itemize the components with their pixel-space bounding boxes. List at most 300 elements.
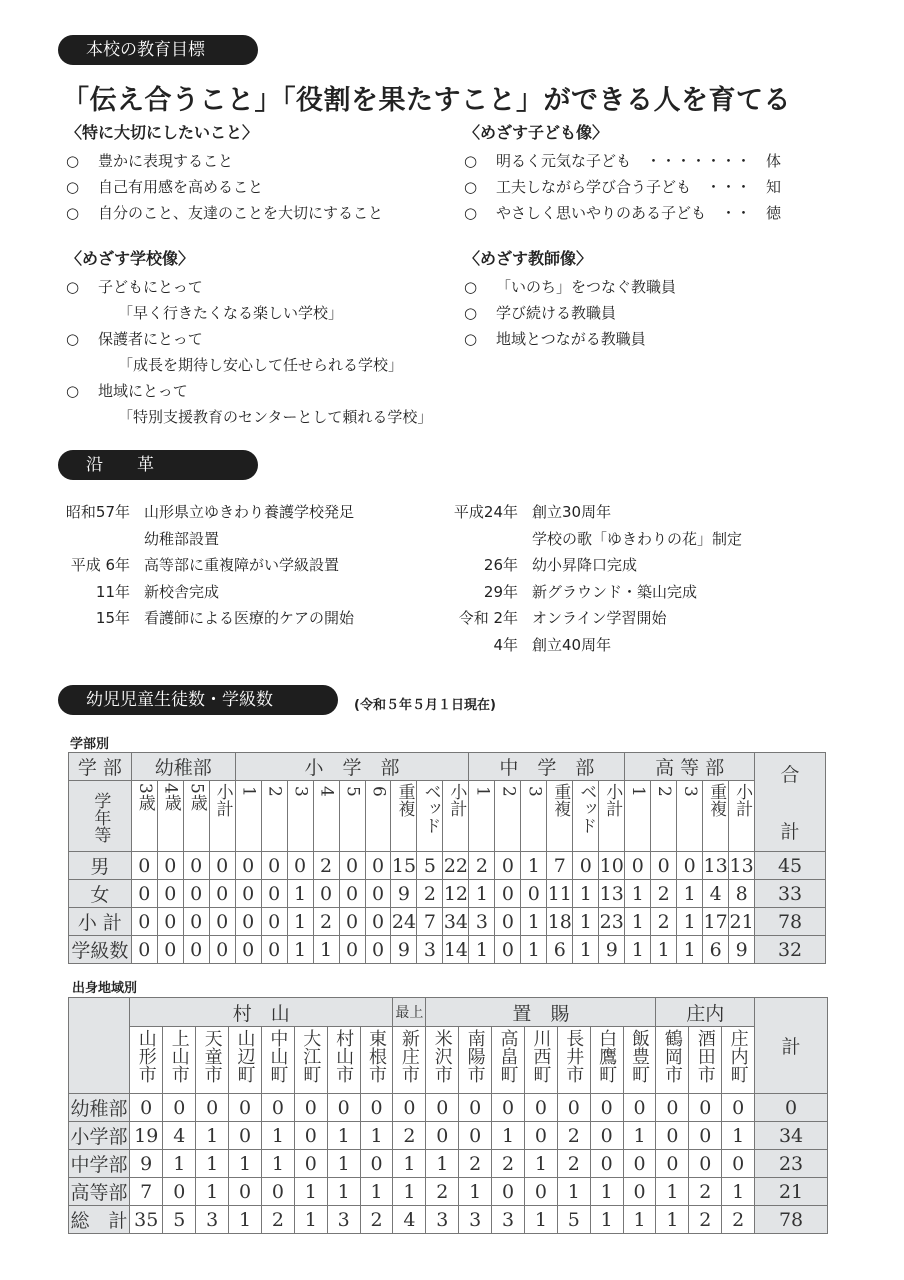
column-header — [573, 781, 599, 852]
cell: 10 — [599, 852, 625, 880]
cell: 13 — [703, 852, 729, 880]
cell: 1 — [677, 936, 703, 964]
circle-bullet-icon: ○ — [464, 330, 478, 348]
list-item-sub — [66, 404, 432, 430]
cell: 0 — [209, 936, 235, 964]
cell: 7 — [547, 852, 573, 880]
cell: 0 — [183, 880, 209, 908]
row-total: 23 — [755, 1150, 828, 1178]
column-header-text: 南陽市 — [464, 1029, 486, 1083]
item-text: 工夫しながら学び合う子ども ・・・ — [496, 178, 752, 196]
group-header: 小 学 部 — [235, 753, 469, 781]
column-header — [287, 781, 313, 852]
cell: 0 — [157, 880, 183, 908]
cell: 0 — [492, 1094, 525, 1122]
cell: 3 — [426, 1206, 459, 1234]
table-row — [69, 1178, 828, 1206]
row-header-grade: 学年等 — [69, 781, 132, 852]
column-header-text: 重複 — [706, 783, 727, 817]
cell: 0 — [495, 936, 521, 964]
cell: 1 — [492, 1122, 525, 1150]
cell: 1 — [524, 1150, 557, 1178]
column-header-text: 3 — [680, 786, 701, 797]
cell: 0 — [426, 1094, 459, 1122]
list-item-sub — [66, 352, 432, 378]
column-header — [294, 1027, 327, 1094]
history-year: 29年 — [483, 582, 518, 601]
history-year: 26年 — [483, 556, 518, 574]
cell: 4 — [703, 880, 729, 908]
cell: 0 — [131, 852, 157, 880]
history-item — [440, 605, 742, 632]
history-item — [52, 526, 354, 553]
column-header-text: 1 — [472, 786, 493, 797]
row-total: 32 — [755, 936, 826, 964]
cell: 13 — [729, 852, 755, 880]
history-text: 幼小昇降口完成 — [532, 556, 638, 574]
column-header — [495, 781, 521, 852]
cell: 0 — [623, 1178, 656, 1206]
column-header-text: 小計 — [446, 783, 467, 817]
group-header: 最上 — [393, 998, 426, 1027]
history-item — [440, 526, 742, 553]
row-label: 女 — [69, 880, 132, 908]
cell: 0 — [590, 1122, 623, 1150]
cell: 1 — [521, 852, 547, 880]
column-header — [327, 1027, 360, 1094]
cell: 0 — [459, 1122, 492, 1150]
column-header — [261, 781, 287, 852]
circle-bullet-icon: ○ — [66, 204, 80, 222]
cell: 2 — [313, 852, 339, 880]
by-dept-label: 学部別 — [70, 737, 110, 752]
cell: 1 — [469, 936, 495, 964]
cell: 1 — [313, 936, 339, 964]
cell: 0 — [209, 880, 235, 908]
cell: 0 — [722, 1150, 755, 1178]
column-header-text: 中山町 — [267, 1029, 289, 1083]
table-row — [69, 1150, 828, 1178]
cell: 1 — [327, 1178, 360, 1206]
cell: 13 — [599, 880, 625, 908]
column-header-text: 3 — [290, 786, 311, 797]
cell: 1 — [196, 1178, 229, 1206]
cell: 19 — [130, 1122, 163, 1150]
corner-header — [69, 998, 130, 1094]
cell: 0 — [294, 1150, 327, 1178]
cell: 0 — [157, 852, 183, 880]
column-header-text: 2 — [264, 786, 285, 797]
cell: 5 — [557, 1206, 590, 1234]
cell: 0 — [393, 1094, 426, 1122]
cell: 1 — [360, 1122, 393, 1150]
cell: 0 — [157, 908, 183, 936]
column-header — [677, 781, 703, 852]
cell: 0 — [313, 880, 339, 908]
cell: 2 — [689, 1206, 722, 1234]
cell: 0 — [130, 1094, 163, 1122]
table-row — [69, 1094, 828, 1122]
cell: 11 — [547, 880, 573, 908]
goals-pill: 本校の教育目標 — [58, 35, 258, 65]
column-header-text: 2 — [654, 786, 675, 797]
cell: 1 — [393, 1150, 426, 1178]
list-item — [464, 148, 781, 174]
cell: 1 — [521, 936, 547, 964]
list-item — [464, 274, 676, 300]
cell: 1 — [459, 1178, 492, 1206]
cell: 7 — [130, 1178, 163, 1206]
cell: 12 — [443, 880, 469, 908]
column-header — [235, 781, 261, 852]
cell: 2 — [459, 1150, 492, 1178]
table-row — [69, 852, 826, 880]
cell: 0 — [235, 936, 261, 964]
column-header-text: 山形市 — [135, 1029, 157, 1083]
history-text: 看護師による医療的ケアの開始 — [144, 609, 355, 627]
total-header: 計 — [755, 998, 828, 1094]
column-header — [722, 1027, 755, 1094]
important-title: 〈特に大切にしたいこと〉 — [66, 123, 259, 142]
history-text: 新グラウンド・築山完成 — [532, 582, 698, 601]
row-total: 21 — [755, 1178, 828, 1206]
column-header-text: 東根市 — [366, 1029, 388, 1083]
column-header — [623, 1027, 656, 1094]
cell: 14 — [443, 936, 469, 964]
circle-bullet-icon: ○ — [464, 178, 478, 196]
column-header — [339, 781, 365, 852]
teacher-section — [464, 246, 676, 352]
column-header-text: 小計 — [732, 783, 753, 817]
column-header-text: 5 — [342, 786, 363, 797]
history-item — [52, 499, 354, 526]
list-item — [66, 148, 383, 174]
column-header — [365, 781, 391, 852]
row-total: 45 — [755, 852, 826, 880]
cell: 6 — [547, 936, 573, 964]
cell: 4 — [393, 1206, 426, 1234]
cell: 0 — [131, 908, 157, 936]
list-item — [464, 300, 676, 326]
column-header-text: 上山市 — [168, 1029, 190, 1083]
column-header-text: 1 — [628, 786, 649, 797]
cell: 3 — [492, 1206, 525, 1234]
column-header — [196, 1027, 229, 1094]
cell: 2 — [689, 1178, 722, 1206]
cell: 0 — [294, 1094, 327, 1122]
item-text: 「いのち」をつなぐ教職員 — [496, 278, 677, 296]
column-header — [625, 781, 651, 852]
column-header — [703, 781, 729, 852]
item-who: 地域にとって — [98, 382, 188, 400]
cell: 2 — [651, 908, 677, 936]
subheader-row — [69, 1027, 828, 1094]
cell: 1 — [656, 1178, 689, 1206]
history-pill: 沿 革 — [58, 450, 258, 480]
cell: 0 — [623, 1150, 656, 1178]
row-label: 小 計 — [69, 908, 132, 936]
cell: 1 — [521, 908, 547, 936]
column-header — [157, 781, 183, 852]
column-header — [469, 781, 495, 852]
list-item — [464, 326, 676, 352]
column-header — [183, 781, 209, 852]
cell: 0 — [261, 1094, 294, 1122]
column-header-text: 川西町 — [530, 1029, 552, 1083]
column-header — [521, 781, 547, 852]
cell: 1 — [573, 908, 599, 936]
column-header — [557, 1027, 590, 1094]
column-header — [313, 781, 339, 852]
cell: 0 — [327, 1094, 360, 1122]
cell: 1 — [651, 936, 677, 964]
cell: 5 — [163, 1206, 196, 1234]
column-header-text: 3 — [524, 786, 545, 797]
column-header — [729, 781, 755, 852]
row-label: 幼稚部 — [69, 1094, 130, 1122]
cell: 0 — [524, 1094, 557, 1122]
row-total: 78 — [755, 908, 826, 936]
cell: 0 — [656, 1094, 689, 1122]
cell: 1 — [590, 1206, 623, 1234]
column-header — [689, 1027, 722, 1094]
cell: 1 — [573, 936, 599, 964]
total-header-bottom: 計 — [780, 821, 800, 843]
column-header-text: 米沢市 — [431, 1029, 453, 1083]
circle-bullet-icon: ○ — [464, 152, 478, 170]
column-header-text: 鶴岡市 — [661, 1029, 683, 1083]
column-header — [163, 1027, 196, 1094]
cell: 0 — [229, 1178, 262, 1206]
history-item — [52, 552, 354, 579]
history-left — [52, 499, 354, 632]
cell: 3 — [417, 936, 443, 964]
list-item — [66, 200, 383, 226]
cell: 0 — [590, 1150, 623, 1178]
item-text: やさしく思いやりのある子ども ・・ — [496, 204, 752, 222]
cell: 17 — [703, 908, 729, 936]
cell: 0 — [722, 1094, 755, 1122]
cell: 0 — [689, 1094, 722, 1122]
cell: 9 — [599, 936, 625, 964]
cell: 1 — [722, 1122, 755, 1150]
cell: 1 — [360, 1178, 393, 1206]
cell: 0 — [261, 880, 287, 908]
circle-bullet-icon: ○ — [66, 152, 80, 170]
item-what: 「早く行きたくなる楽しい学校」 — [118, 304, 344, 322]
cell: 0 — [339, 852, 365, 880]
cell: 0 — [235, 908, 261, 936]
cell: 1 — [294, 1206, 327, 1234]
cell: 1 — [677, 908, 703, 936]
column-header-text: 重複 — [550, 783, 571, 817]
column-header — [130, 1027, 163, 1094]
cell: 2 — [417, 880, 443, 908]
column-header — [131, 781, 157, 852]
column-header — [393, 1027, 426, 1094]
history-item — [440, 579, 742, 606]
cell: 0 — [677, 852, 703, 880]
cell: 0 — [365, 936, 391, 964]
cell: 2 — [492, 1150, 525, 1178]
table-row — [69, 1206, 828, 1234]
cell: 0 — [287, 852, 313, 880]
list-item — [66, 326, 432, 352]
cell: 1 — [287, 936, 313, 964]
cell: 1 — [261, 1122, 294, 1150]
cell: 0 — [459, 1094, 492, 1122]
column-header — [492, 1027, 525, 1094]
cell: 0 — [339, 880, 365, 908]
cell: 1 — [196, 1122, 229, 1150]
row-label: 男 — [69, 852, 132, 880]
circle-bullet-icon: ○ — [66, 330, 80, 348]
cell: 0 — [656, 1150, 689, 1178]
column-header — [360, 1027, 393, 1094]
column-header-text: 大江町 — [300, 1029, 322, 1083]
cell: 0 — [495, 880, 521, 908]
cell: 21 — [729, 908, 755, 936]
circle-bullet-icon: ○ — [66, 278, 80, 296]
list-item — [464, 200, 781, 226]
cell: 0 — [625, 852, 651, 880]
cell: 0 — [495, 852, 521, 880]
cell: 1 — [623, 1206, 656, 1234]
cell: 0 — [196, 1094, 229, 1122]
column-header-text: 1 — [238, 786, 259, 797]
cell: 1 — [722, 1178, 755, 1206]
column-header-text: 5歳 — [186, 783, 207, 811]
cell: 0 — [521, 880, 547, 908]
cell: 0 — [524, 1178, 557, 1206]
row-label: 学級数 — [69, 936, 132, 964]
child-title: 〈めざす子ども像〉 — [464, 123, 609, 142]
row-total: 78 — [755, 1206, 828, 1234]
cell: 2 — [557, 1122, 590, 1150]
column-header-text: ベッド — [576, 783, 597, 834]
column-header-text: 3歳 — [134, 783, 155, 811]
history-right — [440, 499, 742, 658]
column-header-text: 高畠町 — [497, 1029, 519, 1083]
cell: 1 — [469, 880, 495, 908]
column-header-text: 天童市 — [201, 1029, 223, 1083]
cell: 2 — [393, 1122, 426, 1150]
row-label: 総 計 — [69, 1206, 130, 1234]
cell: 3 — [327, 1206, 360, 1234]
history-text: 学校の歌「ゆきわりの花」制定 — [532, 529, 743, 548]
table-row — [69, 908, 826, 936]
cell: 0 — [131, 880, 157, 908]
column-header-text: 飯豊町 — [629, 1029, 651, 1083]
cell: 1 — [229, 1206, 262, 1234]
column-header-text: 4歳 — [160, 783, 181, 811]
cell: 0 — [183, 908, 209, 936]
item-text: 豊かに表現すること — [98, 152, 234, 170]
cell: 0 — [163, 1094, 196, 1122]
cell: 2 — [426, 1178, 459, 1206]
cell: 0 — [623, 1094, 656, 1122]
cell: 1 — [625, 908, 651, 936]
cell: 9 — [729, 936, 755, 964]
cell: 0 — [495, 908, 521, 936]
cell: 8 — [729, 880, 755, 908]
cell: 1 — [677, 880, 703, 908]
header-row — [69, 998, 828, 1027]
column-header — [417, 781, 443, 852]
cell: 1 — [656, 1206, 689, 1234]
group-header: 中 学 部 — [469, 753, 625, 781]
cell: 1 — [163, 1150, 196, 1178]
cell: 0 — [294, 1122, 327, 1150]
cell: 1 — [261, 1150, 294, 1178]
column-header — [590, 1027, 623, 1094]
column-header — [459, 1027, 492, 1094]
history-year: 平成24年 — [453, 503, 518, 521]
cell: 1 — [426, 1150, 459, 1178]
cell: 0 — [651, 852, 677, 880]
cell: 1 — [393, 1178, 426, 1206]
cell: 1 — [327, 1122, 360, 1150]
total-header — [755, 753, 826, 852]
table-row — [69, 880, 826, 908]
cell: 1 — [287, 880, 313, 908]
cell: 0 — [365, 880, 391, 908]
group-header: 庄内 — [656, 998, 755, 1027]
cell: 34 — [443, 908, 469, 936]
cell: 1 — [590, 1178, 623, 1206]
cell: 9 — [391, 936, 417, 964]
column-header-text: 6 — [368, 786, 389, 797]
table-row — [69, 1122, 828, 1150]
item-text: 明るく元気な子ども ・・・・・・・ — [496, 152, 752, 170]
item-text: 地域とつながる教職員 — [496, 330, 646, 348]
cell: 1 — [573, 880, 599, 908]
cell: 2 — [651, 880, 677, 908]
history-year: 令和 2年 — [458, 609, 518, 627]
column-header — [229, 1027, 262, 1094]
cell: 0 — [209, 908, 235, 936]
cell: 1 — [294, 1178, 327, 1206]
cell: 0 — [163, 1178, 196, 1206]
cell: 0 — [360, 1150, 393, 1178]
column-header-text: 2 — [498, 786, 519, 797]
cell: 0 — [157, 936, 183, 964]
circle-bullet-icon: ○ — [464, 304, 478, 322]
column-header-text: 庄内町 — [727, 1029, 749, 1083]
history-item — [52, 605, 354, 632]
cell: 0 — [261, 936, 287, 964]
header-row — [69, 753, 826, 781]
circle-bullet-icon: ○ — [464, 204, 478, 222]
by-region-table — [68, 997, 828, 1234]
column-header — [426, 1027, 459, 1094]
group-header: 村 山 — [130, 998, 393, 1027]
item-what: 「特別支援教育のセンターとして頼れる学校」 — [118, 408, 433, 426]
cell: 0 — [261, 1178, 294, 1206]
list-item-sub — [66, 300, 432, 326]
column-header — [391, 781, 417, 852]
cell: 0 — [339, 908, 365, 936]
circle-bullet-icon: ○ — [66, 178, 80, 196]
cell: 0 — [492, 1178, 525, 1206]
cell: 0 — [261, 908, 287, 936]
important-section — [66, 120, 383, 226]
cell: 0 — [360, 1094, 393, 1122]
column-header — [443, 781, 469, 852]
item-text: 自己有用感を高めること — [98, 178, 264, 196]
school-section — [66, 246, 432, 430]
cell: 0 — [235, 852, 261, 880]
